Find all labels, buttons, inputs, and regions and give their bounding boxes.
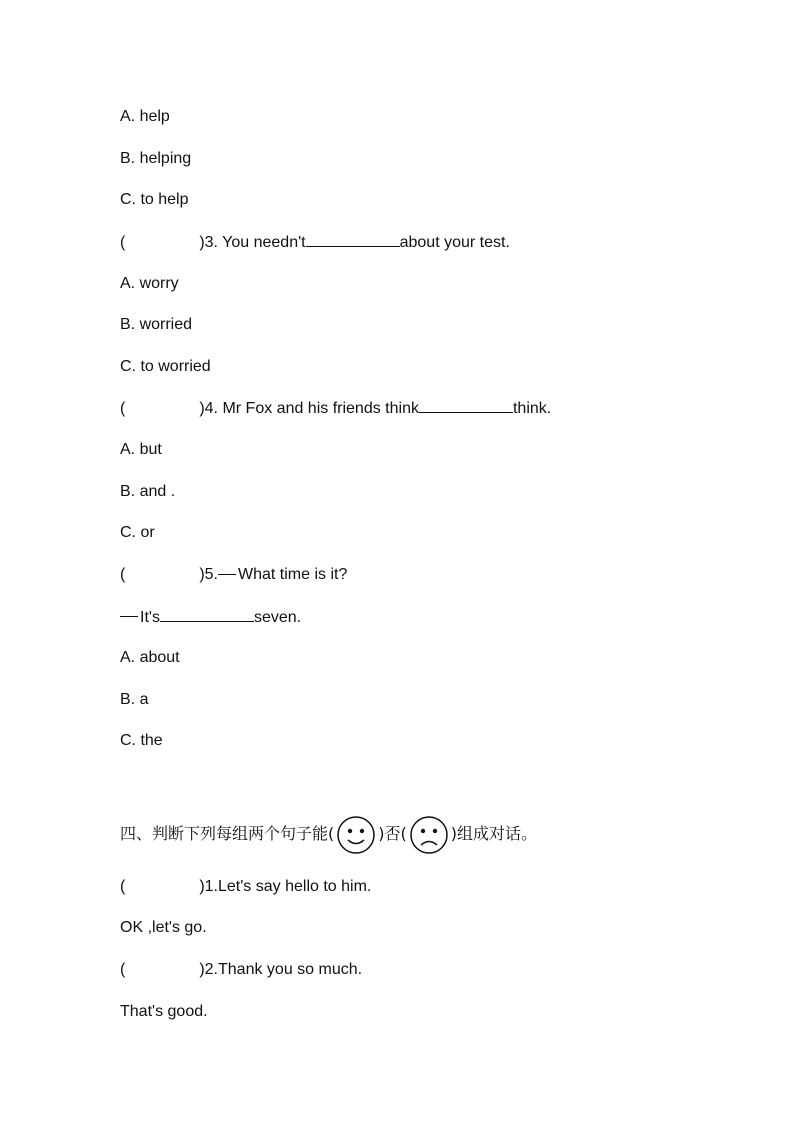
section4-title-post: 组成对话。 (457, 824, 538, 843)
dialogue-dash (120, 607, 138, 617)
s4-item-2 (120, 960, 362, 980)
q5-stem (120, 565, 347, 585)
q5-option-c: C. the (120, 732, 163, 749)
fill-blank[interactable] (419, 398, 513, 413)
q5-answer-post: seven. (253, 609, 302, 626)
q2-option-a: A. help (120, 108, 170, 125)
s4-item-2-sentence: Thank you so much. (218, 961, 363, 978)
paren-close: ) (378, 824, 385, 843)
q5-option-a: A. about (120, 649, 180, 666)
q2-option-b: B. helping (120, 150, 192, 167)
s4-item-2-number: )2. (199, 961, 218, 978)
q5-number-text: )5. (199, 566, 218, 583)
q3-after-text: about your test. (399, 234, 510, 251)
q4-option-a: A. but (120, 441, 162, 458)
sad-face-icon (409, 815, 449, 855)
s4-item-1-paren-open: ( (120, 878, 126, 895)
q5-question-text: What time is it? (238, 566, 348, 583)
q3-stem (120, 232, 510, 253)
q4-stem (120, 398, 551, 419)
q4-option-c: C. or (120, 524, 155, 541)
paren-open: ( (328, 824, 335, 843)
dialogue-dash (218, 565, 236, 575)
q5-paren-open: ( (120, 566, 126, 583)
q4-number-text: )4. Mr Fox and his friends think (199, 400, 419, 417)
q3-option-b: B. worried (120, 316, 193, 333)
q4-option-b: B. and . (120, 483, 176, 500)
smiley-face-icon (336, 815, 376, 855)
section4-title (120, 812, 537, 856)
s4-item-1-number: )1. (199, 878, 218, 895)
q4-after-text: think. (512, 400, 552, 417)
section4-title-pre: 四、判断下列每组两个句子能 (120, 824, 329, 843)
q5-option-b: B. a (120, 691, 149, 708)
fill-blank[interactable] (160, 607, 254, 622)
s4-item-1-reply: OK ,let's go. (120, 919, 207, 936)
paren-open: ( (400, 824, 407, 843)
q3-option-c: C. to worried (120, 358, 211, 375)
q5-answer-pre: It's (140, 609, 160, 626)
section4-title-mid: 否 (384, 824, 401, 843)
fill-blank[interactable] (306, 232, 400, 247)
q2-option-c: C. to help (120, 191, 189, 208)
s4-item-2-reply: That's good. (120, 1003, 208, 1020)
q4-paren-open: ( (120, 400, 126, 417)
q3-paren-open: ( (120, 234, 126, 251)
paren-close: ) (450, 824, 458, 843)
s4-item-1 (120, 877, 371, 897)
q3-option-a: A. worry (120, 275, 179, 292)
s4-item-2-paren-open: ( (120, 961, 126, 978)
q3-number-text: )3. You needn't (199, 234, 306, 251)
s4-item-1-sentence: Let's say hello to him. (218, 878, 372, 895)
q5-answer-line (120, 607, 301, 628)
